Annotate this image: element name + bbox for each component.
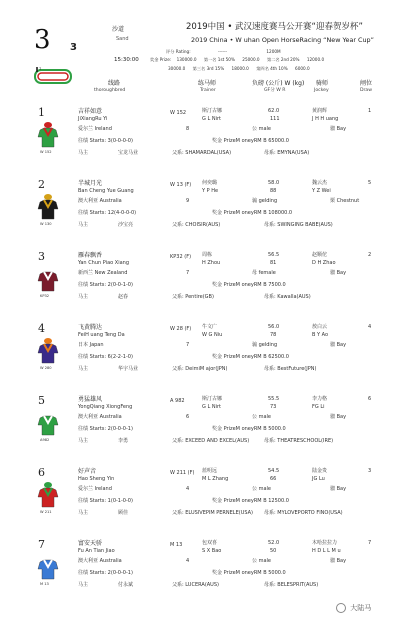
horse-sex: 骟 gelding [252,342,278,348]
dam-line: 母系: Kawalla(AUS) [264,294,311,300]
column-weight: 负磅 (公斤) W (kg) [252,80,305,87]
trainer-name: 何奕璐 [202,180,218,186]
entry-number: 1 [38,106,45,119]
column-trainer: 练马师 [198,80,217,87]
column-weight-en: GF分 W R [264,88,286,93]
sire-line: 父系: SHAMARDAL(USA) [172,150,232,156]
horse-weight: 62.0 [268,108,280,114]
horse-weight: 58.0 [268,180,280,186]
silk-number: W 280 [40,366,52,370]
horse-name-pinyin: FeiH uang Teng Da [78,332,125,338]
jockey-name-en: B Y Ao [312,332,329,338]
horse-age: 4 [186,486,190,492]
owner-name: 沙宝亮 [118,222,134,228]
rating-label: 评分 Rating: [166,49,191,54]
draw-number: 5 [368,180,372,186]
owner-name: 顾佳 [118,510,129,516]
horse-record: 往绩 Starts: 2(0-0-1-0) [78,282,133,288]
horse-origin: 澳大利亚 Australia [78,198,122,204]
jockey-silk-icon [36,121,60,149]
horse-age: 7 [186,342,190,348]
entry-number: 3 [38,250,45,263]
prize-total: 130000.0 [176,57,197,62]
silk-number: KP32 [40,294,50,298]
trainer-name-en: M L Zhang [202,476,229,482]
info-row-2 [150,57,370,62]
prize-label: 奖金 Prize: [150,57,172,62]
jockey-name-en: FG Li [312,404,325,410]
dam-line: 母系: THEATRESCHOOL(IRE) [264,438,334,444]
horse-name-cn: 半城月光 [78,180,103,187]
entry-number: 6 [38,466,45,479]
jockey-name: 敖白云 [312,324,328,330]
horse-color: 骝 Bay [330,414,347,420]
silk-number: A982 [40,438,50,442]
horse-code: W 152 [170,110,187,116]
prize-2nd: 12000.0 [306,57,325,62]
track-distance-label: 1200M [40,73,51,77]
owner-name: 李勇 [118,438,129,444]
dam-line: 母系: MYLOVEPORTO FINO(USA) [264,510,343,516]
horse-weight: 56.5 [268,252,280,258]
column-draw-en: Draw [360,88,372,93]
entry-number: 5 [38,394,45,407]
column-horse: 线路 [108,80,121,87]
horse-weight: 55.5 [268,396,280,402]
horse-name-cn: 富安天骄 [78,540,103,547]
trainer-name: 包双喜 [202,540,218,546]
jockey-silk-icon [36,553,60,581]
sire-line: 父系: DeimiM ajor(JPN) [172,366,228,372]
jockey-name-en: Y Z Wei [312,188,331,194]
owner-name: 付永斌 [118,582,134,588]
horse-prize: 奖金 PrizeM oneyRM B 7500.0 [212,282,286,288]
jockey-name: 木哈拉拉力 [312,540,338,546]
footer-logo-text: 大陆马 [350,604,372,612]
horse-rating: 88 [270,188,277,194]
jockey-silk-icon [36,409,60,437]
svg-text:1: 1 [39,66,42,71]
jockey-silk-icon [36,193,60,221]
trainer-name-en: S X Bao [202,548,222,554]
jockey-silk-icon [36,265,60,293]
horse-code: KP32 (F) [170,254,192,260]
draw-number: 7 [368,540,372,546]
horse-origin: 澳大利亚 Australia [78,558,122,564]
horse-sex: 母 female [252,270,276,276]
jockey-name-en: H D L L M u [312,548,341,554]
owner-label: 马主 [78,582,89,588]
horse-name-pinyin: Yan Chun Piao Xiang [78,260,130,266]
prize-extra: 30000.0 [168,66,186,71]
silk-number: W 211 [40,510,52,514]
owner-label: 马主 [78,294,89,300]
horse-name-pinyin: Fu An Tian Jiao [78,548,115,554]
surface-label: 沙道 [112,26,125,33]
horse-code: A 982 [170,398,185,404]
horse-record: 往绩 Starts: 2(0-0-0-1) [78,570,133,576]
sire-line: 父系: ELUSIVEPIM PERNELE(USA) [172,510,253,516]
dam-line: 母系: SWINGING BABE(AUS) [264,222,333,228]
owner-label: 马主 [78,438,89,444]
horse-age: 7 [186,270,190,276]
prize-3rd: 18000.0 [231,66,249,71]
horse-rating: 81 [270,260,277,266]
horse-sex: 公 male [252,126,271,132]
prize-4th-label: 第四名 4th 10% [256,66,288,71]
trainer-name-en: W G Niu [202,332,223,338]
jockey-name: 魏云杰 [312,180,328,186]
horse-age: 9 [186,198,190,204]
horse-sex: 骟 gelding [252,198,278,204]
horse-age: 8 [186,126,190,132]
entry-number: 7 [38,538,45,551]
draw-number: 1 [368,108,372,114]
info-row-3 [168,66,310,71]
sire-line: 父系: LUCERA(AUS) [172,582,219,588]
prize-2nd-label: 第二名 2nd 20% [266,57,300,62]
column-horse-en: thoroughbred [94,88,126,93]
owner-label: 马主 [78,366,89,372]
prize-1st: 25000.0 [242,57,260,62]
horse-rating: 73 [270,404,277,410]
prize-3rd-label: 第三名 3rd 15% [192,66,225,71]
trainer-name: 斯汀古娜 [202,396,223,402]
footer-logo [336,603,371,613]
dam-line: 母系: BELESPRIT(AUS) [264,582,319,588]
draw-number: 4 [368,324,372,330]
column-jockey-en: Jockey [314,88,329,93]
owner-name: 赵春 [118,294,129,300]
horse-weight: 52.0 [268,540,280,546]
horse-origin: 爱尔兰 Ireland [78,486,112,492]
trainer-name-en: Y P He [202,188,219,194]
race-number-small: 3 [70,42,77,53]
horse-origin: 爱尔兰 Ireland [78,126,112,132]
horse-code: W 211 (F) [170,470,195,476]
horse-rating: 111 [270,116,280,122]
entry-number: 4 [38,322,45,335]
horse-name-cn: 飞黄腾达 [78,324,103,331]
race-number: 3 [34,25,51,55]
race-title-en: 2019 China • W uhan Open HorseRacing “New Year Cup” [191,36,374,44]
silk-number: M 13 [40,582,49,586]
horse-origin: 澳大利亚 Australia [78,414,122,420]
horse-weight: 54.5 [268,468,280,474]
horse-name-cn: 勇猛雄风 [78,396,103,403]
jockey-name-en: JG Lu [312,476,325,482]
prize-4th: 6000.0 [295,66,310,71]
silk-number: W 152 [40,150,52,154]
silk-number: W 130 [40,222,52,226]
start-time: 15:30:00 [114,57,139,63]
sire-line: 父系: Pentire(GB) [172,294,214,300]
jockey-name: 李力格 [312,396,328,402]
horse-color: 骝 Bay [330,270,347,276]
rating-value: ------ [217,49,228,54]
horse-name-cn: 好声音 [78,468,97,475]
column-jockey: 骑师 [316,80,329,87]
horse-sex: 公 male [252,558,271,564]
horse-name-pinyin: Hao Sheng Yin [78,476,115,482]
jockey-name: 陆金贵 [312,468,328,474]
surface-label-en: Sand [116,36,129,42]
jockey-name: 黄润辉 [312,108,328,114]
sire-line: 父系: CHOISIR(AUS) [172,222,221,228]
horse-record: 往绩 Starts: 1(0-1-0-0) [78,498,133,504]
horse-record: 往绩 Starts: 6(2-2-1-0) [78,354,133,360]
owner-name: 华宇马业 [118,366,139,372]
horse-age: 6 [186,414,190,420]
horse-record: 往绩 Starts: 12(4-0-0-0) [78,210,137,216]
dam-line: 母系: EMYNA(USA) [264,150,310,156]
horse-prize: 奖金 PrizeM oneyRM B 62500.0 [212,354,289,360]
prize-1st-label: 第一名 1st 50% [203,57,235,62]
owner-label: 马主 [78,150,89,156]
trainer-name: 斯汀古娜 [202,108,223,114]
column-draw: 闸位 [360,80,373,87]
horse-color: 栗 Chestnut [330,198,360,204]
distance-value: 1200M [266,49,281,54]
trainer-name: 蓝明远 [202,468,218,474]
horse-sex: 公 male [252,414,271,420]
entry-number: 2 [38,178,45,191]
horse-prize: 奖金 PrizeM oneyRM B 5000.0 [212,570,286,576]
owner-label: 马主 [78,510,89,516]
sire-line: 父系: EXCEED AND EXCEL(AUS) [172,438,250,444]
draw-number: 6 [368,396,372,402]
jockey-name-en: J H H uang [312,116,339,122]
info-row-1 [166,49,281,54]
race-title-cn: 2019中国 • 武汉速度赛马公开赛“迎春贺岁杯” [186,22,363,32]
owner-label: 马主 [78,222,89,228]
horse-color: 骝 Bay [330,342,347,348]
horse-code: W 13 (F) [170,182,192,188]
horse-rating: 50 [270,548,277,554]
horse-sex: 公 male [252,486,271,492]
horse-name-cn: 雁春飘香 [78,252,103,259]
jockey-silk-icon [36,337,60,365]
horse-prize: 奖金 PrizeM oneyRM B 5000.0 [212,426,286,432]
trainer-name-en: H Zhou [202,260,221,266]
horse-weight: 56.0 [268,324,280,330]
horse-code: M 13 [170,542,183,548]
horse-age: 4 [186,558,190,564]
horse-name-pinyin: JiXiangRu Yi [78,116,108,122]
trainer-name: 牛文广 [202,324,218,330]
jockey-silk-icon [36,481,60,509]
trainer-name-en: G L Nirt [202,404,221,410]
horse-name-cn: 吉祥如意 [78,108,103,115]
horse-color: 骝 Bay [330,558,347,564]
wechat-icon [336,603,346,613]
draw-number: 2 [368,252,372,258]
horse-prize: 奖金 PrizeM oneyRM B 108000.0 [212,210,293,216]
horse-rating: 66 [270,476,277,482]
trainer-name-en: G L Nirt [202,116,221,122]
horse-record: 往绩 Starts: 3(0-0-0-0) [78,138,133,144]
horse-prize: 奖金 PrizeM oneyRM B 12500.0 [212,498,289,504]
horse-color: 骝 Bay [330,486,347,492]
horse-rating: 78 [270,332,277,338]
horse-name-pinyin: YongQiang XiongFeng [78,404,133,410]
horse-origin: 新西兰 New Zealand [78,270,128,276]
draw-number: 3 [368,468,372,474]
horse-record: 往绩 Starts: 2(0-0-0-1) [78,426,133,432]
horse-origin: 日本 Japan [78,342,104,348]
jockey-name: 赵顺佗 [312,252,328,258]
horse-color: 骝 Bay [330,126,347,132]
horse-code: W 28 (F) [170,326,192,332]
horse-name-pinyin: Ban Cheng Yue Guang [78,188,134,194]
owner-name: 宝龙马业 [118,150,139,156]
dam-line: 母系: BestFuture(JPN) [264,366,317,372]
column-trainer-en: Trainer [200,88,216,93]
trainer-name: 周栋 [202,252,213,258]
horse-prize: 奖金 PrizeM oneyRM B 65000.0 [212,138,289,144]
jockey-name-en: D H Zhao [312,260,336,266]
